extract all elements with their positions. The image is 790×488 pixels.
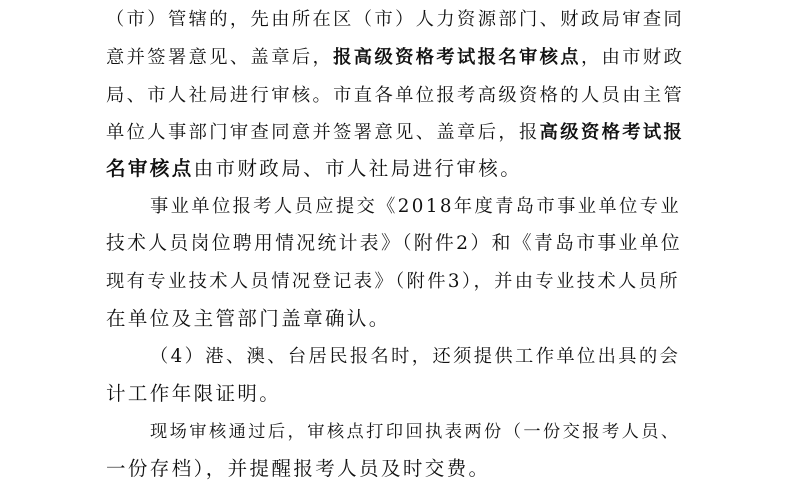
text-line <box>106 382 281 406</box>
text-line <box>106 46 684 70</box>
text-segment: 局、市人社局进行审核。市直各单位报考高级资格的人员由主管 <box>106 85 685 106</box>
text-segment: （市）管辖的，先由所在区（市）人力资源部门、财政局审查同 <box>106 9 685 30</box>
text-segment: 单位人事部门审查同意并签署意见、盖章后，报 <box>106 122 540 143</box>
text-segment: 计工作年限证明。 <box>106 382 282 405</box>
text-line <box>106 8 684 32</box>
text-segment: ，由市财政 <box>580 47 685 68</box>
text-line <box>106 307 391 331</box>
text-line <box>150 195 681 219</box>
text-segment: 意并签署意见、盖章后， <box>106 47 334 68</box>
text-line <box>106 232 682 256</box>
text-line <box>150 345 680 369</box>
bold-text-segment: 报高级资格考试报名审核点 <box>333 47 581 68</box>
text-segment: 事业单位报考人员应提交《2018年度青岛市事业单位专业 <box>150 196 681 217</box>
text-segment: 一份存档），并提醒报考人员及时交费。 <box>106 457 491 480</box>
text-segment: 现场审核通过后，审核点打印回执表两份（一份交报考人员、 <box>150 422 681 442</box>
text-line <box>106 270 680 294</box>
text-line <box>150 420 681 444</box>
text-segment: 现有专业技术人员情况登记表》（附件3），并由专业技术人员所 <box>106 271 680 292</box>
text-line <box>106 157 522 181</box>
text-segment: （4）港、澳、台居民报名时，还须提供工作单位出具的会 <box>150 346 681 367</box>
bold-text-segment: 名审核点 <box>106 157 194 180</box>
text-segment: 由市财政局、市人社局进行审核。 <box>193 157 523 180</box>
text-line <box>106 457 490 481</box>
text-line <box>106 84 684 108</box>
text-segment: 技术人员岗位聘用情况统计表》（附件2）和《青岛市事业单位 <box>106 233 683 254</box>
bold-text-segment: 高级资格考试报 <box>539 122 685 143</box>
text-line <box>106 121 684 145</box>
text-segment: 在单位及主管部门盖章确认。 <box>106 307 391 330</box>
